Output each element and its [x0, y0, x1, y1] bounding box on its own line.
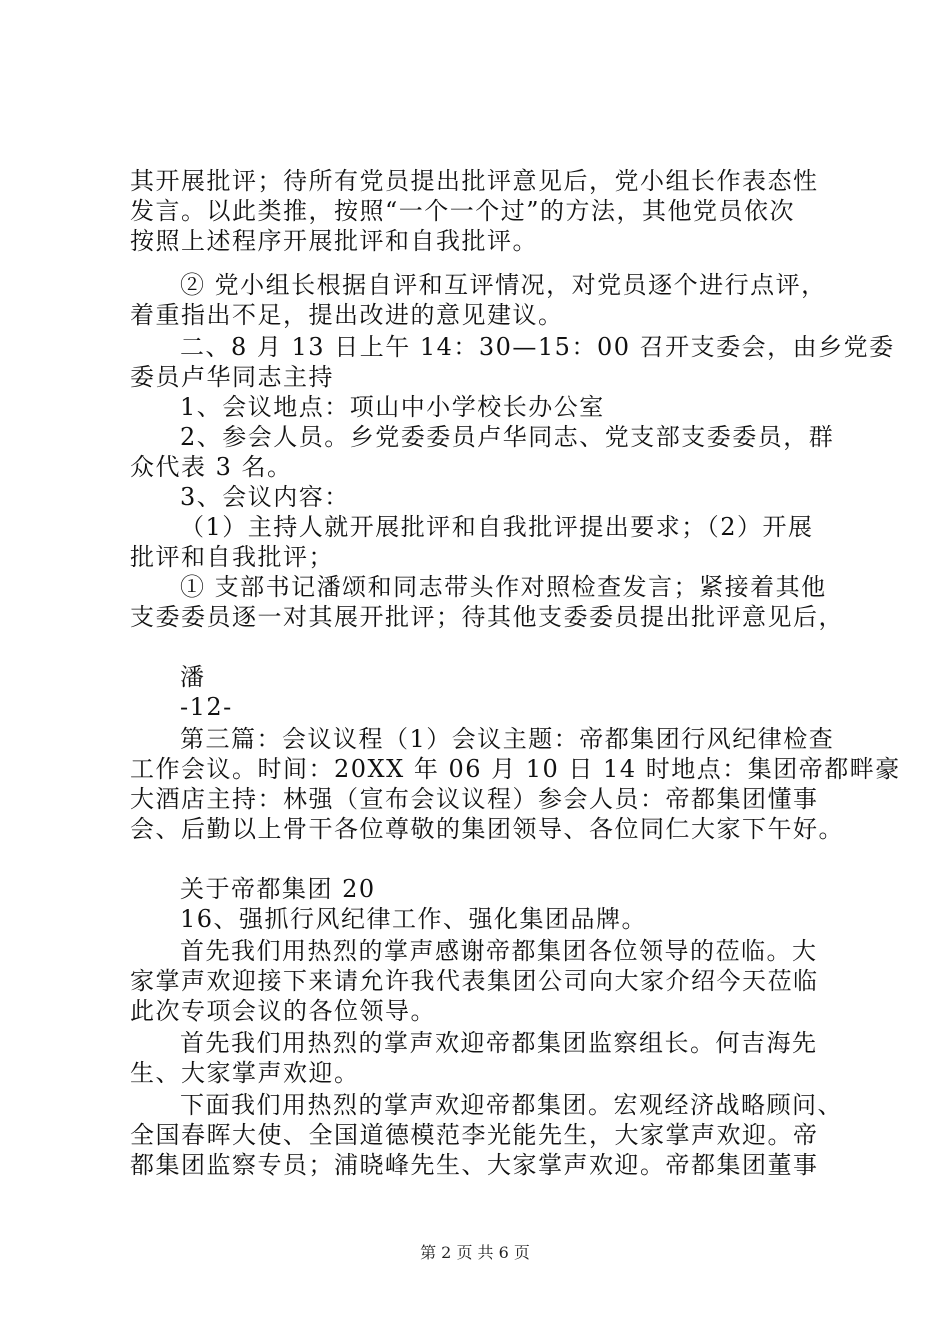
text-line: 首先我们用热烈的掌声欢迎帝都集团监察组长。何吉海先	[180, 1029, 818, 1057]
text-line: 生、大家掌声欢迎。	[130, 1059, 360, 1087]
text-line: 16、强抓行风纪律工作、强化集团品牌。	[180, 905, 648, 933]
text-line: 批评和自我批评；	[130, 543, 334, 571]
text-line: 二、8 月 13 日上午 14：30—15：00 召开支委会，由乡党委	[180, 333, 895, 361]
text-line: 3、会议内容：	[180, 483, 350, 511]
text-line: （1）主持人就开展批评和自我批评提出要求；（2）开展	[180, 513, 814, 541]
text-line: 按照上述程序开展批评和自我批评。	[130, 227, 538, 255]
text-line: 潘	[180, 663, 206, 691]
text-line: 下面我们用热烈的掌声欢迎帝都集团。宏观经济战略顾问、	[180, 1091, 843, 1119]
text-line: 工作会议。时间：20XX 年 06 月 10 日 14 时地点：集团帝都畔豪	[130, 755, 901, 783]
text-line: 全国春晖大使、全国道德模范李光能先生，大家掌声欢迎。帝	[130, 1121, 819, 1149]
text-line: 其开展批评；待所有党员提出批评意见后，党小组长作表态性	[130, 167, 819, 195]
text-line: 众代表 3 名。	[130, 453, 293, 481]
text-line: 支委委员逐一对其展开批评；待其他支委委员提出批评意见后，	[130, 603, 844, 631]
text-line: 委员卢华同志主持	[130, 363, 334, 391]
text-line: 此次专项会议的各位领导。	[130, 997, 436, 1025]
text-line: 都集团监察专员；浦晓峰先生、大家掌声欢迎。帝都集团董事	[130, 1151, 819, 1179]
text-line: 着重指出不足，提出改进的意见建议。	[130, 301, 564, 329]
text-line: 关于帝都集团 20	[180, 875, 376, 903]
page-number-marker: -12-	[180, 693, 233, 721]
text-line: 发言。以此类推，按照“一个一个过”的方法，其他党员依次	[130, 197, 796, 225]
text-line: 1、会议地点：项山中小学校长办公室	[180, 393, 605, 421]
text-line: 大酒店主持：林强（宣布会议议程）参会人员：帝都集团懂事	[130, 785, 819, 813]
text-line: ② 党小组长根据自评和互评情况，对党员逐个进行点评，	[180, 271, 827, 299]
text-line: 第三篇：会议议程（1）会议主题：帝都集团行风纪律检查	[180, 725, 835, 753]
text-line: 会、后勤以上骨干各位尊敬的集团领导、各位同仁大家下午好。	[130, 815, 844, 843]
text-line: 家掌声欢迎接下来请允许我代表集团公司向大家介绍今天莅临	[130, 967, 819, 995]
page-footer: 第 2 页 共 6 页	[420, 1243, 530, 1262]
text-line: 首先我们用热烈的掌声感谢帝都集团各位领导的莅临。大	[180, 937, 818, 965]
text-line: ① 支部书记潘颂和同志带头作对照检查发言；紧接着其他	[180, 573, 827, 601]
text-line: 2、参会人员。乡党委委员卢华同志、党支部支委委员，群	[180, 423, 835, 451]
